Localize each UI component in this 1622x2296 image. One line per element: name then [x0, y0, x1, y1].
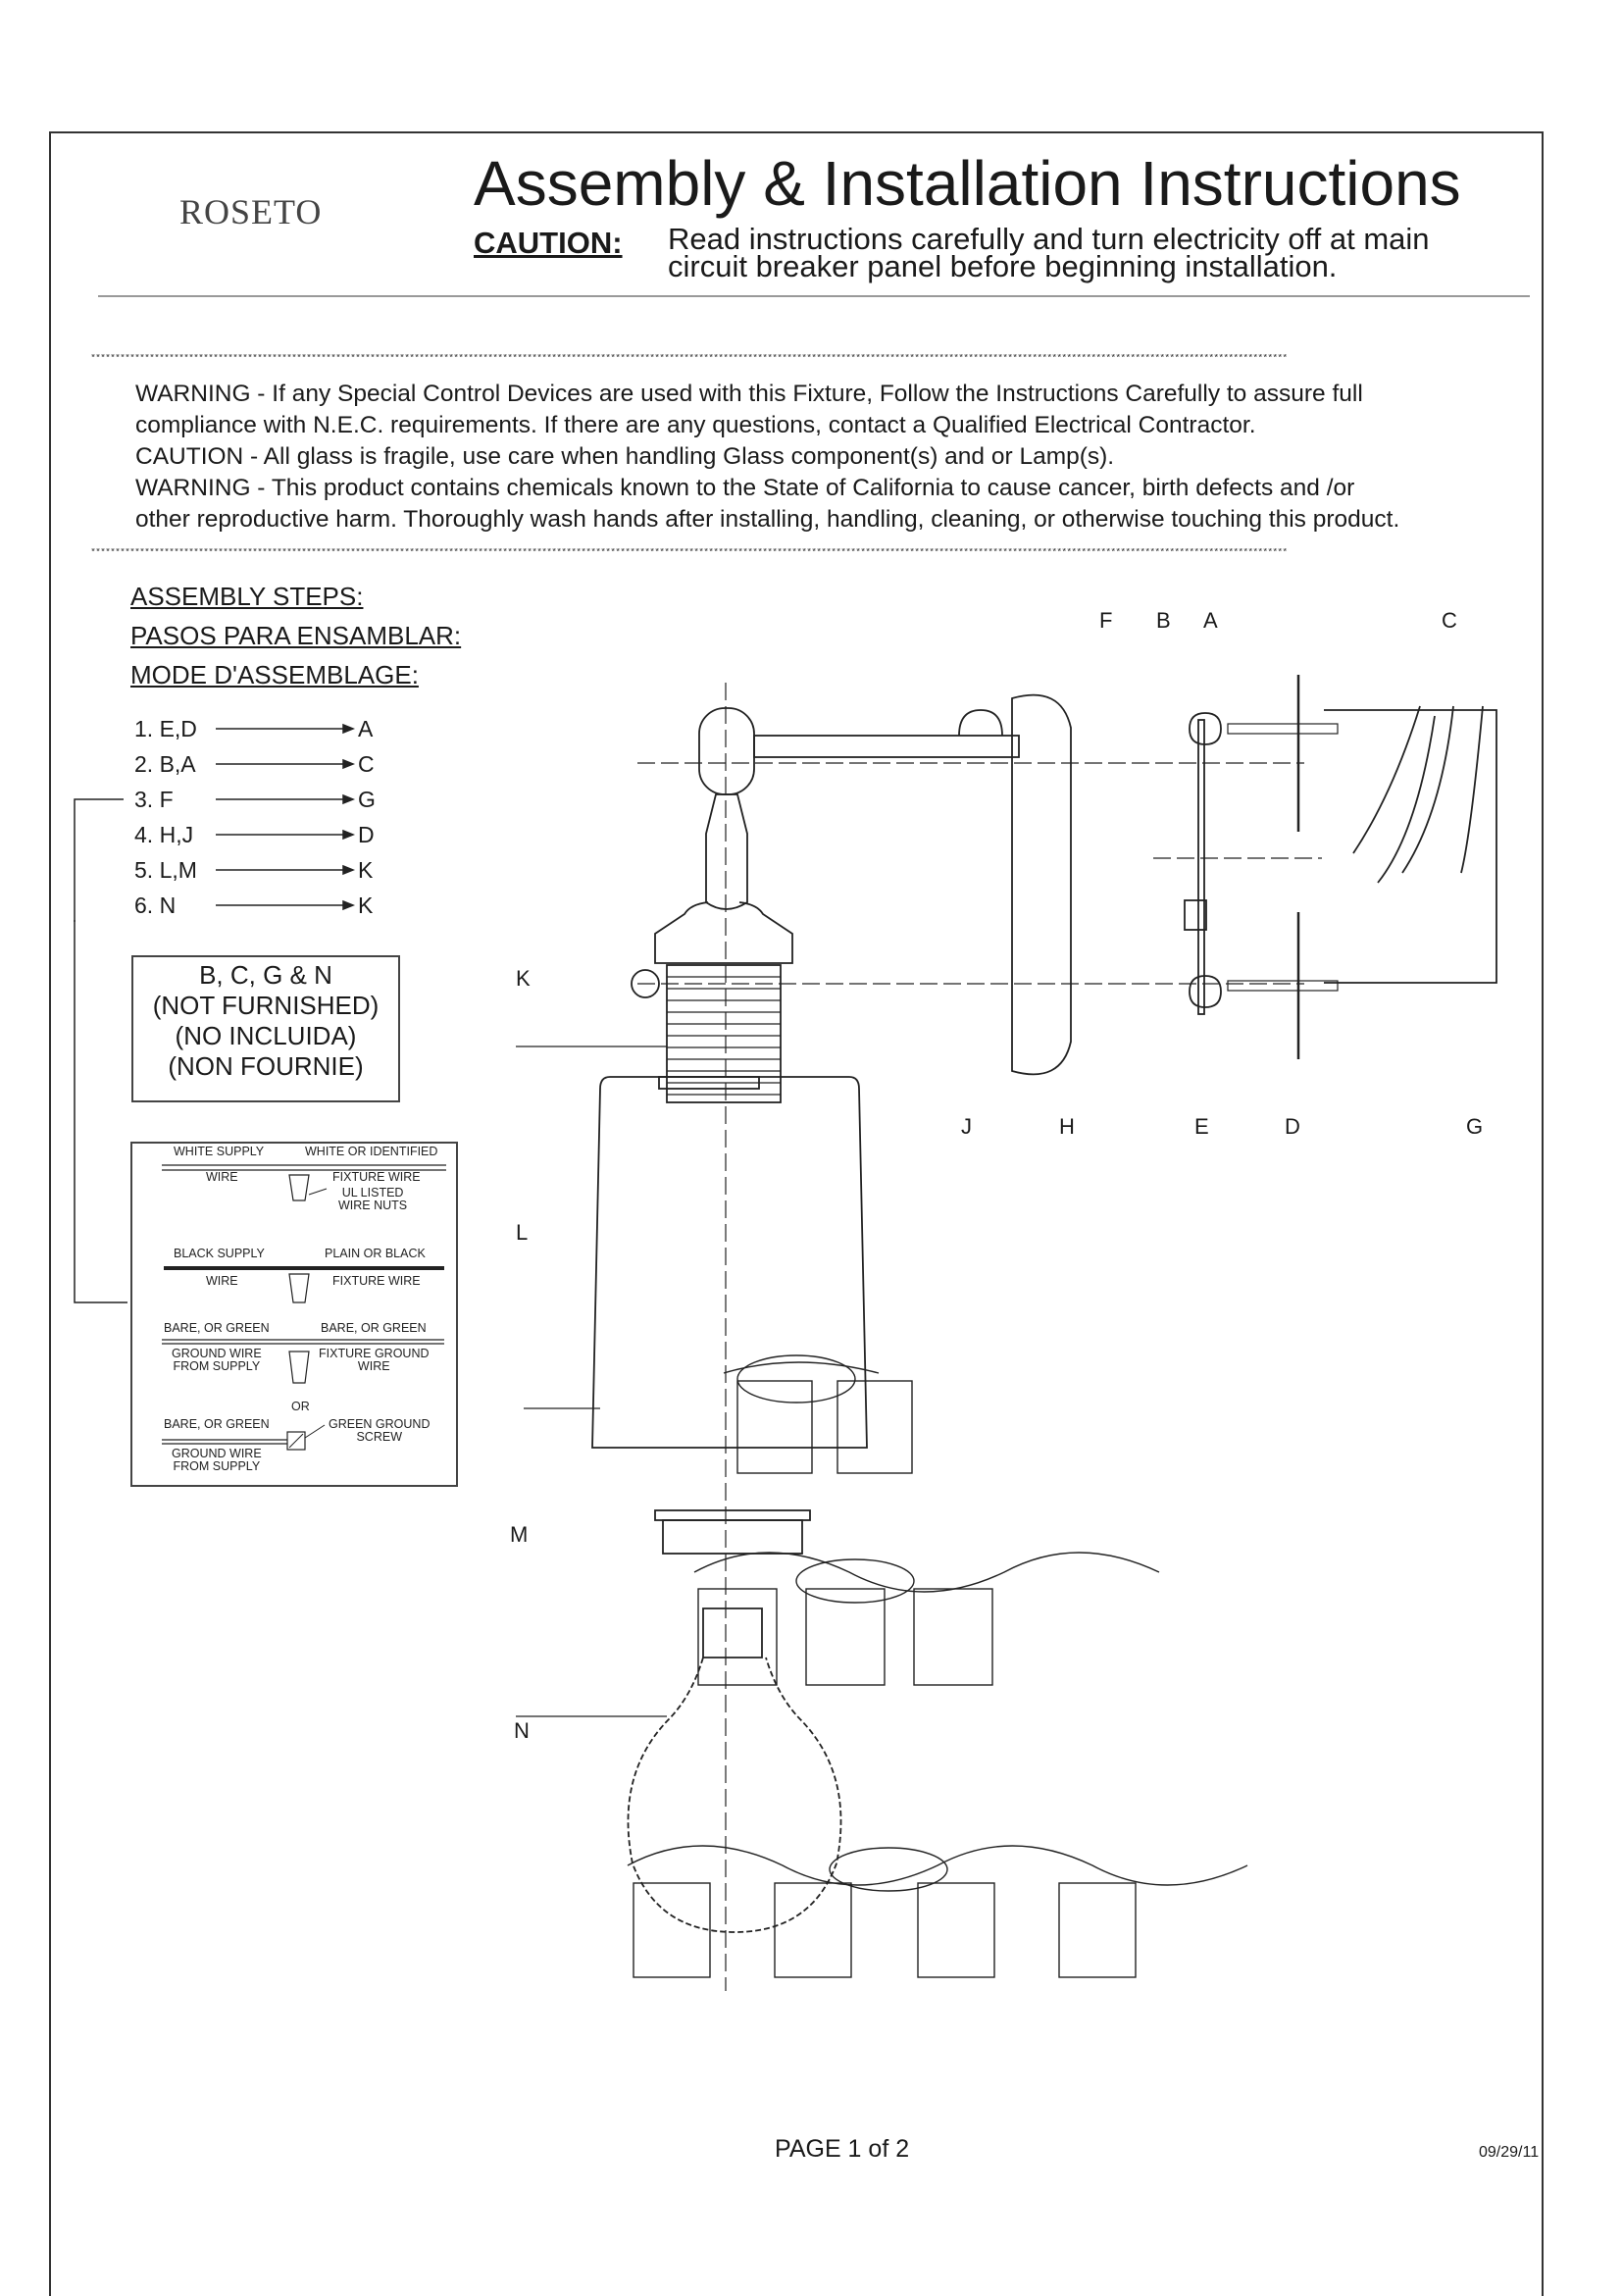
warning-california-line-1: WARNING - This product contains chemicals known to the State of California to cause cancer, birth defects and /or — [135, 475, 1355, 501]
label-ground-supply — [172, 1348, 262, 1373]
steps-heading-fr: MODE D'ASSEMBLAGE: — [130, 660, 419, 689]
wiring-diagram — [130, 1142, 458, 1487]
label-wire-2: WIRE — [206, 1274, 238, 1288]
nut-e — [1185, 900, 1206, 930]
page-title: Assembly & Installation Instructions — [474, 148, 1461, 219]
leader-lines-left — [516, 1046, 700, 2040]
thumbnail-4-light — [628, 1846, 1247, 1977]
step-target: G — [358, 787, 376, 812]
label-white-supply: WHITE SUPPLY — [174, 1145, 265, 1158]
label-fixture-ground-2: WIRE — [357, 1359, 390, 1373]
part-label-l: L — [516, 1220, 529, 1245]
threaded-rod-d-bottom — [1228, 981, 1338, 991]
label-bare-green-3: BARE, OR GREEN — [164, 1417, 270, 1431]
step-target: D — [358, 822, 375, 847]
separator-top: **************************************************************************************************************************************************************************************************************************************************** — [90, 354, 1288, 365]
screw-b-bottom — [1190, 976, 1221, 1007]
step-number: 4. — [134, 822, 154, 847]
not-furnished-es: (NO INCLUIDA) — [175, 1021, 357, 1050]
step-parts: H,J — [159, 822, 194, 847]
socket-shoulder — [655, 902, 792, 963]
warning-control-devices-line-1: WARNING - If any Special Control Devices are used with this Fixture, Follow the Instructions Carefully to assure full — [135, 381, 1363, 407]
part-label-k: K — [516, 966, 531, 991]
label-ul-listed-1: UL LISTED — [341, 1186, 404, 1199]
label-ul-listed — [338, 1187, 407, 1212]
not-furnished-parts: B, C, G & N — [199, 960, 332, 990]
socket-neck — [706, 794, 747, 909]
fixture-arm — [754, 736, 1019, 757]
step-number: 2. — [134, 751, 154, 777]
label-wire: WIRE — [206, 1170, 238, 1184]
part-label-h: H — [1059, 1114, 1075, 1139]
step-parts: E,D — [159, 716, 197, 741]
thumbnail-2-light — [724, 1355, 912, 1473]
caution-glass: CAUTION - All glass is fragile, use care when handling Glass component(s) and or Lamp(s). — [135, 443, 1115, 470]
threaded-rod-d-top — [1228, 724, 1338, 734]
steps-heading-es: PASOS PARA ENSAMBLAR: — [130, 621, 462, 650]
separator-bottom: **************************************************************************************************************************************************************************************************************************************************** — [90, 548, 1288, 559]
warning-control-devices-line-2: compliance with N.E.C. requirements. If there are any questions, contact a Qualified Electrical Contractor. — [135, 412, 1256, 438]
label-ground-supply-4: FROM SUPPLY — [173, 1459, 261, 1473]
crossbar-a — [1198, 720, 1204, 1014]
arm-knuckle — [959, 710, 1002, 736]
supply-wires-g — [1353, 706, 1483, 883]
part-label-b: B — [1156, 608, 1171, 633]
warnings-block — [135, 379, 1528, 536]
warning-california-line-2: other reproductive harm. Thoroughly wash hands after installing, handling, cleaning, or otherwise touching this product. — [135, 506, 1400, 533]
label-fixture-ground-1: FIXTURE GROUND — [319, 1347, 430, 1360]
step-number: 3. — [134, 787, 154, 812]
part-label-d: D — [1285, 1114, 1300, 1139]
ring-m-top — [655, 1510, 810, 1520]
bulb-base — [703, 1608, 762, 1658]
label-black-supply: BLACK SUPPLY — [174, 1247, 265, 1260]
label-ground-supply-b — [172, 1448, 262, 1473]
brand-logo: ROSETO — [179, 192, 323, 231]
not-furnished-fr: (NON FOURNIE) — [168, 1051, 364, 1081]
label-ground-supply-1: GROUND WIRE — [172, 1347, 262, 1360]
header-divider — [98, 295, 1530, 297]
label-white-identified: WHITE OR IDENTIFIED — [305, 1145, 438, 1158]
outlet-box-c — [1324, 710, 1496, 983]
part-label-e: E — [1194, 1114, 1209, 1139]
bulb-n — [629, 1658, 841, 1932]
revision-date: 09/29/11 — [1479, 2144, 1540, 2161]
step-arrows — [59, 716, 373, 922]
label-fixture-ground — [319, 1348, 430, 1373]
label-green-screw-1: GREEN GROUND — [329, 1417, 431, 1431]
step-parts: L,M — [159, 857, 197, 883]
not-furnished-en: (NOT FURNISHED) — [152, 991, 380, 1020]
label-bare-green-supply: BARE, OR GREEN — [164, 1321, 270, 1335]
part-label-n: N — [514, 1718, 530, 1743]
glass-shade-l — [592, 1077, 867, 1448]
screw-b-top — [1190, 713, 1221, 744]
label-fixture-wire: FIXTURE WIRE — [332, 1170, 421, 1184]
step-target: C — [358, 751, 375, 777]
step-parts: N — [159, 893, 177, 918]
step-parts: F — [159, 787, 174, 812]
fixture-diagram — [490, 588, 1569, 2040]
step-target: A — [358, 716, 374, 741]
part-label-j: J — [961, 1114, 972, 1139]
step-target: K — [358, 857, 374, 883]
label-bare-green-fixture: BARE, OR GREEN — [321, 1321, 427, 1335]
thumbnail-3-light — [694, 1553, 1159, 1685]
label-ul-listed-2: WIRE NUTS — [338, 1199, 408, 1212]
label-ground-supply-2: FROM SUPPLY — [173, 1359, 261, 1373]
label-plain-black: PLAIN OR BLACK — [325, 1247, 426, 1260]
part-label-a: A — [1203, 608, 1218, 633]
part-label-c: C — [1442, 608, 1457, 633]
label-green-screw — [329, 1418, 430, 1444]
wiring-bracket — [59, 920, 137, 1312]
step-parts: B,A — [159, 751, 196, 777]
step-number: 1. — [134, 716, 154, 741]
ring-m — [663, 1520, 802, 1554]
not-furnished-box — [131, 955, 400, 1102]
threaded-socket-k — [667, 965, 781, 1102]
part-label-f: F — [1099, 608, 1113, 633]
part-label-g: G — [1466, 1114, 1484, 1139]
caution-label: CAUTION: — [474, 226, 623, 260]
step-number: 5. — [134, 857, 154, 883]
backplate-h — [1012, 695, 1071, 1075]
page-number: PAGE 1 of 2 — [775, 2135, 910, 2163]
part-label-m: M — [510, 1522, 529, 1547]
label-green-screw-2: SCREW — [356, 1430, 402, 1444]
caution-line-2: circuit breaker panel before beginning installation. — [668, 249, 1338, 283]
step-number: 6. — [134, 893, 154, 918]
caution-text — [668, 222, 1511, 283]
step-target: K — [358, 893, 374, 918]
socket-cup — [699, 708, 754, 794]
caution-line-1: Read instructions carefully and turn electricity off at main — [668, 222, 1430, 256]
steps-heading-en: ASSEMBLY STEPS: — [130, 582, 364, 611]
label-or: OR — [291, 1400, 310, 1413]
assembly-centerlines — [637, 683, 1322, 1991]
label-ground-supply-3: GROUND WIRE — [172, 1447, 262, 1460]
label-fixture-wire-2: FIXTURE WIRE — [332, 1274, 421, 1288]
